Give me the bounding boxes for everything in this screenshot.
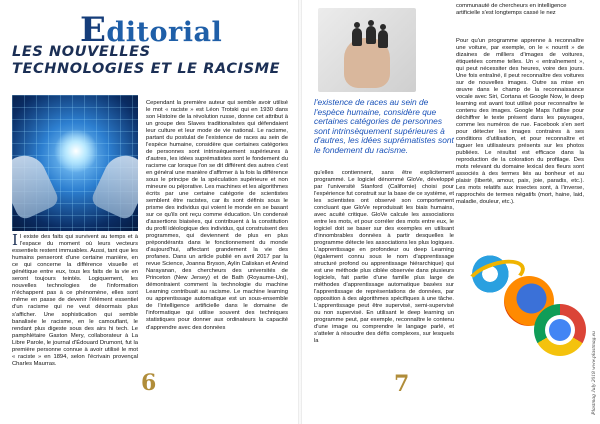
page-gutter [298,0,302,424]
left-column-text [12,231,138,368]
masthead-initial: E [80,10,107,50]
page-number-right: 7 [394,371,410,397]
right-column-2-top-text: communauté de chercheurs en intelligence artificielle s'est longtemps cassé le nez [456,3,567,17]
headline: LES NOUVELLES TECHNOLOGIES ET LE RACISME [12,44,281,77]
right-column-2-text: Pour qu'un programme apprenne à reconnaître une voiture, par exemple, on le « nourrit » de dizaines de milliers d'images de voitures, étiquetées comme telles. Un « entraînement », qui peut nécessiter des heures, voire des jours. Une fois entraîné, il peut reconnaître des voitures sur de nouvelles images. Outre sa mise en œuvre dans le champ de la reconnaissance vocale avec Siri, Cortana et Google Now, le deep learning est avant tout utilisé pour reconnaître le contenu des images. Google Maps l'utilise pour déchiffrer le texte présent dans les paysages, comme les numéros de rue. Facebook s'en sert pour détecter les images contraires à ses conditions d'utilisation, et pour reconnaître et taguer les utilisateurs présents sur les photos publiées. Le résultat est efficace dans la reproduction de la coloration du profilage. Des mots relevant du domaine lexical des fleurs sont associés à des termes liés au bonheur et au plaisir (liberté, amour, paix, joie, paradis, etc.). Les mots relatifs aux insectes sont, à l'inverse, rapprochés de termes négatifs (mort, haine, laid, maladie, douleur, etc.). [456,38,584,206]
right-column-1-text: qu'elles contiennent, sans être explicitement programmé. Le logiciel dénommé GloVe, développé par l'université Stanford (Californie) choisi pour l'expérience fut construit sur la base de ce système, et les scientistes ont observé son comportement concluant que GloVe reproduisait les biais humains, avec acuité critique. GloVe calcule les associations entre les mots, et pour corréler des mots entre eux, le logiciel doit se baser sur des exemples en utilisant d'innombrables données à partir desquelles le programme détecte les associations les plus logiques. L'apprentissage en profondeur ou deep Learning (également connu sous le nom d'apprentissage structuré profond ou apprentissage hiérarchique) qui est une méthode plus ciblée observée dans plusieurs logiciels, fait partie d'une famille plus large de méthodes d'apprentissage automatique basées sur l'apprentissage de représentations de données, par opposition à des algorithmes spécifiques à une tâche. L'apprentissage peut être supervisé, semi-supervisé ou non supervisé. En utilisant le deep learning un programme peut, par exemple, reconnaître le contenu d'une image ou comprendre le langage parlé, et s'atteler à résoudre des défis complexes, sur lesquels la [314,170,454,345]
hand-people-image [318,8,416,92]
hero-image [12,95,138,231]
pull-quote: l'existence de races au sein de l'espèce humaine, considère que certaines catégories de personnes sont intrinsèquement supérieures à d'autres, les idées suprématistes sont le fondement du racisme. [314,97,454,155]
middle-column-text: Cependant la première auteur qui semble avoir utilisé le mot « raciste » est Léon Trotski qui en 1930 dans son Histoire de la révolution russe, donne cet attribut à un groupe des Slaves traditionalistes qui défendaient leur culture et leur mode de vie national. Le racisme, partant du postulat de l'existence de races au sein de l'espèce humaine, considère que certaines catégories de personnes sont intrinsèquement supérieures à d'autres, les idées suprématistes sont le fondement du racisme car lorsque l'on se dit différent des autres c'est en général une manière d'affirmer à la fois la différence sous le principe de la spéculation supérieure et non mineure ou péjorative. Les machines et les algorithmes écrits par une certaine catégorie de scientistes semblent être racistes, car ils sont définis sous le prisme des individus qui voient le monde en se basant sur ce qu'ils ont reçu comme éducation. Un condensé d'assertions biaisées, qui contribuent à la constitution du profil idéologique des individus, qui construisent des programmes, qui deviennent de plus en plus prépondérants dans le fonctionnement du monde d'aujourd'hui, affectant grandement la vie des profanes. Dans un article publié en avril 2017 par la revue Science, Joanna Bryson, Aylin Caliskan et Arvind Narayanan, des chercheurs des universités de Princeton (New Jersey) et de Bath (Royaume-Uni), démontraient comment la technologie du machine Learning contribuait au racisme. Le machine learning ou apprentissage automatique est un sous-ensemble de l'intelligence artificielle dans le domaine de l'informatique qui utilise souvent des techniques statistiques pour donner aux ordinateurs la capacité d'apprendre avec des données [146,100,288,331]
page-number-left: 6 [141,370,157,396]
person-figure [366,26,376,44]
person-figure [352,28,362,46]
person-figure [378,30,388,48]
masthead [80,10,223,50]
drop-cap: I [12,231,18,249]
masthead-rest: ditorial [106,17,223,48]
chrome-icon [534,304,586,356]
browser-logos [470,250,590,362]
left-column-body: l existe des faits qui survivent au temps et à l'espace du moment où leurs vecteurs essentiels restent immuables. Aussi, tant que les humains penseront d'une certaine manière, en ce qui concerne la différence visuelle et génétique entre eux, tous les faits de la vie en seront toujours teintés. Logiquement, les nouvelles technologies de l'information n'échappent pas à ce phénomène, elles sont même en passe de devenir l'élément essentiel d'un racisme qui ne veut désormais plus s'afficher. Une sophistication qui semble banalisée le racisme, en le camouflant, le rendant plus digeste sous des airs hi tech. Le pamphlétaire Gaston Mery, collaborateur à La Libre Parole, le journal d'Édouard Drumont, fut la première personne connue à avoir utilisé le mot « raciste » en 1894, selon l'écrivain provençal Charles Maurras. [12,234,138,367]
hero-glow [54,129,98,173]
internet-explorer-icon [472,254,512,294]
edge-credit-right: Plastmag July 2018 www.plastmag.eu [590,331,597,415]
